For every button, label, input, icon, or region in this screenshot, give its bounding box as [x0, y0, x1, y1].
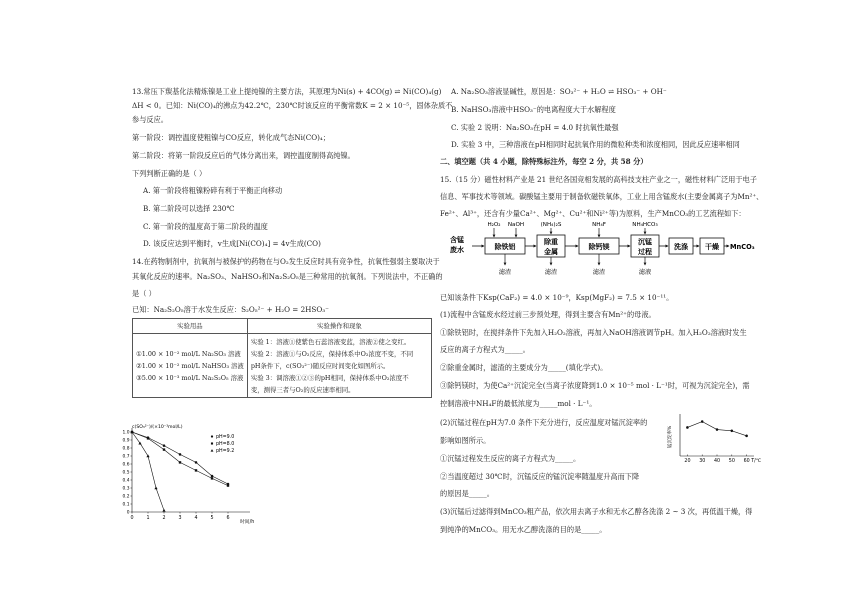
- data-point: [154, 486, 157, 489]
- data-point: [163, 448, 165, 450]
- q15-part1-sub1: ①除铁铝时，在搅拌条件下先加入H₂O₂溶液，再加入NaOH溶液调节pH。加入H₂O₂溶液时发生: [440, 328, 747, 337]
- flow-reagent: NH₄HCO₃: [632, 222, 658, 228]
- x-tick-label: 5: [210, 516, 214, 521]
- flow-residue-label: 滤渣: [592, 269, 606, 276]
- q14-option-c: C. 实验 2 说明：Na₂SO₃在pH = 4.0 时抗氧性最强: [451, 123, 619, 132]
- x-tick-label: 60 T/℃: [743, 459, 762, 464]
- flow-input-label: 含锰: [450, 236, 464, 244]
- flow-reagent: NaOH: [507, 222, 525, 228]
- data-point: [716, 428, 719, 431]
- legend-label: pH=9.2: [216, 449, 235, 454]
- flow-reagent: H₂O₂: [487, 222, 501, 228]
- q15-part3-cont: 到纯净的MnCO₃。用无水乙醇洗涤的目的是_____。: [440, 525, 607, 534]
- series-line: [132, 432, 164, 510]
- legend-marker: [211, 449, 214, 452]
- x-tick-label: 50: [728, 459, 735, 464]
- data-point: [146, 454, 149, 457]
- operation-line: 变，测得三者与O₂的反应速率相同。: [250, 385, 355, 394]
- flow-reagent: NH₄F: [592, 222, 606, 228]
- reagent-item: ①1.00 × 10⁻² mol/L Na₂SO₃ 溶液: [136, 349, 241, 358]
- y-tick-label: 0.4: [122, 478, 130, 484]
- y-tick-label: 0.8: [122, 446, 130, 452]
- q13-option-c: C. 第一阶段的温度高于第二阶段的温度: [143, 222, 268, 231]
- reagents-cell: [133, 334, 248, 398]
- operation-line: pH条件下，c(SO₃²⁻)随反应时间变化如图所示。: [250, 361, 390, 370]
- flow-filtrate-label: 滤液: [638, 269, 652, 276]
- flow-residue-label: 滤渣: [498, 269, 512, 276]
- flow-step-label: 过程: [638, 248, 652, 256]
- y-tick-label: 0.5: [122, 470, 130, 476]
- series-line: [132, 432, 228, 486]
- flow-reagent: (NH₄)₂S: [540, 222, 562, 228]
- data-point: [147, 437, 149, 439]
- y-tick-label: 0.6: [122, 462, 130, 468]
- data-point: [211, 477, 213, 479]
- y-tick-label: 0.2: [122, 494, 130, 500]
- x-tick-label: 1: [146, 516, 150, 521]
- q15-intro-line: Fe²⁺、Al³⁺，还含有少量Ca²⁺、Mg²⁺、Cu²⁺和Ni²⁺等)为原料，生产MnCO₃的工艺流程如下：: [440, 209, 746, 218]
- x-axis-label: 时间/h: [240, 520, 255, 525]
- legend-label: pH=9.0: [216, 435, 235, 440]
- y-axis-label: 锰沉淀率%: [668, 425, 673, 448]
- x-tick-label: 40: [714, 459, 721, 464]
- q15-part2-cont: 影响如图所示。: [440, 436, 491, 445]
- flow-step-label: 洗涤: [674, 243, 688, 251]
- data-point: [195, 469, 197, 471]
- ksp-known: 已知该条件下Ksp(CaF₂) = 4.0 × 10⁻⁹，Ksp(MgF₂) = 7.5 × 10⁻¹¹。: [440, 293, 674, 302]
- q13-stem-line: 13.常压下羰基化法精炼镍是工业上提纯镍的主要方法，其原理为Ni(s) + 4CO(g) ⇌ Ni(CO)₄(g): [132, 87, 442, 96]
- q14-option-b: B. NaHSO₃溶液中HSO₃⁻的电离程度大于水解程度: [451, 105, 616, 114]
- q13-stem-line: 下列判断正确的是（ ）: [132, 169, 207, 178]
- q15-part2-sub1: ①沉锰过程发生反应的离子方程式为_____。: [440, 454, 581, 463]
- x-tick-label: 20: [684, 459, 691, 464]
- flow-product-label: MnCO₃: [730, 243, 755, 251]
- flow-step-label: 除重: [544, 238, 558, 246]
- y-tick-label: 0.7: [122, 454, 130, 460]
- legend-marker: [211, 435, 213, 437]
- mn-precipitation-chart: [662, 408, 762, 466]
- flow-step-label: 干燥: [705, 243, 719, 251]
- flow-step-label: 除钙镁: [588, 243, 610, 251]
- x-tick-label: 30: [699, 459, 706, 464]
- data-point: [701, 420, 704, 423]
- q14-known-reaction: 已知：Na₂S₂O₅溶于水发生反应：S₂O₅²⁻ + H₂O = 2HSO₃⁻: [132, 305, 329, 314]
- experiment-table: [132, 318, 432, 398]
- q15-part1-sub3: ③除钙镁时，为使Ca²⁺沉淀完全(当离子浓度降到1.0 × 10⁻⁵ mol · L⁻¹时，可视为沉淀完全)，需: [440, 381, 750, 390]
- table-header-reagents: 实验用品: [133, 319, 248, 334]
- q14-stem-line: 14.在药物制剂中，抗氧剂与被保护的药物在与O₂发生反应时具有竞争性，抗氧性强弱主要取决于: [132, 257, 440, 266]
- data-point: [179, 461, 181, 463]
- y-tick-label: 0.3: [122, 486, 130, 492]
- q14-stem-line: 是（ ）: [132, 289, 156, 298]
- flow-step-label: 金属: [544, 248, 558, 256]
- q13-option-a: A. 第一阶段将粗镍粉碎有利于平衡正向移动: [143, 186, 283, 195]
- q15-part3: (3)沉锰后过滤得到MnCO₃粗产品，依次用去离子水和无水乙醇各洗涤 2 ~ 3 次，再低温干燥，得: [440, 507, 753, 516]
- flow-residue-label: 滤渣: [544, 269, 558, 276]
- q15-part2: (2)沉锰过程在pH为7.0 条件下充分进行，反应温度对锰沉淀率的: [440, 418, 648, 427]
- q14-option-a: A. Na₂SO₃溶液显碱性，原因是：SO₃²⁻ + H₂O ⇌ HSO₃⁻ + OH⁻: [451, 87, 667, 96]
- y-tick-label: 1.0: [122, 430, 130, 436]
- q15-part1-sub2: ②除重金属时，滤渣的主要成分为_____(填化学式)。: [440, 363, 608, 372]
- data-point: [227, 484, 229, 486]
- q13-stem-line: 第一阶段：调控温度使粗镍与CO反应，转化成气态Ni(CO)₄；: [132, 133, 330, 142]
- y-tick-label: 0: [126, 510, 130, 516]
- flow-input-label: 废水: [450, 246, 464, 254]
- flow-step-label: 除铁铝: [494, 243, 516, 251]
- data-point: [745, 435, 748, 438]
- legend-label: pH=8.0: [216, 442, 235, 447]
- operation-line: 实验 1：溶液①使紫色石蕊溶液变蓝，溶液②使之变红。: [250, 337, 411, 346]
- process-flow-diagram: [448, 218, 755, 284]
- data-point: [211, 475, 214, 478]
- x-tick-label: 0: [130, 516, 134, 521]
- q15-part2-sub2: ②当温度超过 30℃时，沉锰反应的锰沉淀率随温度升高而下降: [440, 472, 640, 481]
- table-header-operations: 实验操作和现象: [247, 319, 431, 334]
- q14-stem-line: 其氧化反应的速率。Na₂SO₃、NaHSO₃和Na₂S₂O₅是三种常用的抗氧剂。下列说法中，不正确的: [132, 272, 443, 281]
- q15-part2-sub2-cont: 的原因是_____。: [440, 489, 494, 498]
- q15-part1-sub1-cont: 反应的离子方程式为_____。: [440, 345, 530, 354]
- section-heading: 二、填空题（共 4 小题，除特殊标注外，每空 2 分，共 58 分）: [440, 157, 648, 166]
- data-point: [179, 453, 182, 456]
- q14-option-d: D. 实验 3 中，三种溶液在pH相同时起抗氧作用的微粒种类和浓度相同，因此反应速率相同: [451, 140, 740, 149]
- data-point: [162, 509, 165, 512]
- y-tick-label: 0.1: [122, 502, 130, 508]
- q13-stem-line: 参与反应。: [132, 115, 168, 124]
- operation-line: 实验 3：调溶液①②③的pH相同，保持体系中O₂浓度不: [250, 373, 409, 382]
- y-axis-label: c(SO₃²⁻)/(×10⁻³mol/L): [132, 425, 183, 430]
- series-line: [132, 432, 228, 484]
- data-point: [686, 426, 689, 429]
- q15-intro-line: 15.（15 分）磁性材料产业是 21 世纪各国竞相发展的高科技支柱产业之一，磁性材料广泛用于电子: [440, 175, 757, 184]
- legend-marker: [211, 442, 213, 444]
- y-tick-label: 0.9: [122, 438, 130, 444]
- x-tick-label: 6: [226, 516, 230, 521]
- x-tick-label: 4: [194, 516, 198, 521]
- x-tick-label: 2: [162, 516, 166, 521]
- q15-part1: (1)流程中含锰废水经过前三步预处理，得到主要含有Mn²⁺的母液。: [440, 310, 656, 319]
- q15-part1-sub3-cont: 控制溶液中NH₄F的最低浓度为_____mol · L⁻¹。: [440, 399, 597, 408]
- reagent-item: ③5.00 × 10⁻³ mol/L Na₂S₂O₅ 溶液: [136, 373, 244, 382]
- reagent-item: ②1.00 × 10⁻² mol/L NaHSO₃ 溶液: [136, 361, 244, 370]
- data-point: [163, 444, 166, 447]
- x-tick-label: 3: [178, 516, 182, 521]
- sulfite-concentration-chart: [112, 420, 262, 526]
- data-point: [731, 430, 734, 433]
- operations-cell: [247, 334, 431, 398]
- operation-line: 实验 2：溶液①与O₂反应，保持体系中O₂浓度不变，不同: [250, 349, 414, 358]
- q13-option-b: B. 第二阶段可以选择 230℃: [143, 204, 235, 213]
- q15-intro-line: 信息、军事技术等领域。碳酸锰主要用于制备软磁铁氧体，工业上用含锰废水(主要金属离子为Mn²⁺、: [440, 192, 764, 201]
- flow-step-label: 沉锰: [638, 238, 652, 246]
- q13-option-d: D. 该反应达到平衡时，v生成[Ni(CO)₄] = 4v生成(CO): [143, 239, 321, 248]
- data-point: [195, 461, 198, 464]
- q13-stem-line: 第二阶段：将第一阶段反应后的气体分离出来，调控温度制得高纯镍。: [132, 151, 355, 160]
- q13-stem-line: ΔH < 0。已知：Ni(CO)₄的沸点为42.2℃，230℃时该反应的平衡常数K = 2 × 10⁻⁵，固体杂质不: [132, 101, 453, 110]
